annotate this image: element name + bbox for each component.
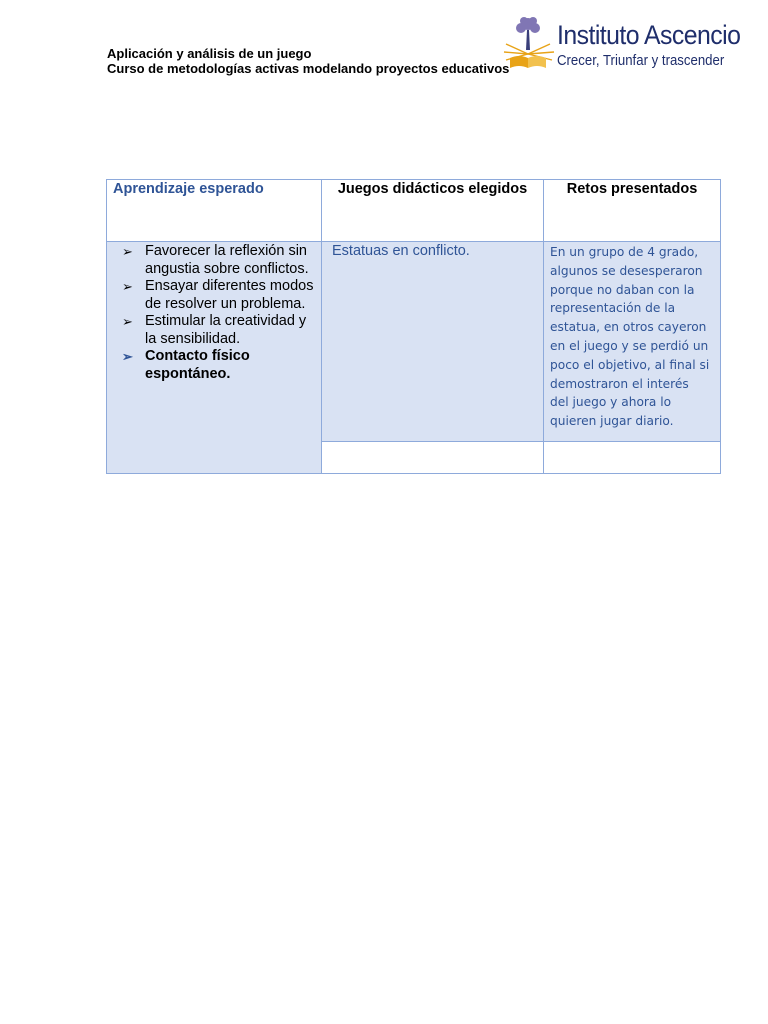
tree-book-icon (502, 14, 558, 76)
empty-cell (322, 442, 544, 474)
arrow-bullet-icon: ➢ (122, 314, 133, 329)
logo-tagline: Crecer, Triunfar y trascender (557, 52, 725, 69)
learning-table (106, 179, 721, 474)
aprendizaje-list (107, 242, 321, 383)
institute-logo (502, 14, 764, 76)
arrow-bullet-icon: ➢ (122, 244, 133, 259)
aprendizaje-cell (107, 242, 322, 474)
list-item: ➢ Ensayar diferentes modos de resolver un problema. (122, 278, 314, 312)
list-item: ➢ Estimular la creatividad y la sensibilidad. (122, 313, 307, 347)
document-header (107, 46, 509, 76)
table-header-row (107, 180, 721, 242)
list-item: ➢ Contacto físico espontáneo. (122, 348, 250, 382)
arrow-bullet-icon: ➢ (122, 349, 133, 364)
header-juegos: Juegos didácticos elegidos (322, 180, 544, 242)
juego-cell: Estatuas en conflicto. (322, 242, 544, 442)
header-retos: Retos presentados (544, 180, 721, 242)
logo-name: Instituto Ascencio (557, 20, 741, 50)
reto-cell: En un grupo de 4 grado, algunos se desesperaron porque no daban con la representación de la estatua, en otros cayeron en el juego y se perdió un poco el objetivo, al final si demostraron el interés del juego y ahora lo quieren jugar diario. (544, 242, 721, 442)
header-line-2: Curso de metodologías activas modelando proyectos educativos (107, 61, 510, 76)
list-item: ➢ Favorecer la reflexión sin angustia sobre conflictos. (122, 243, 309, 277)
table-row (107, 242, 721, 442)
empty-cell (544, 442, 721, 474)
arrow-bullet-icon: ➢ (122, 279, 133, 294)
header-line-1: Aplicación y análisis de un juego (107, 46, 312, 61)
header-aprendizaje: Aprendizaje esperado (107, 180, 322, 242)
